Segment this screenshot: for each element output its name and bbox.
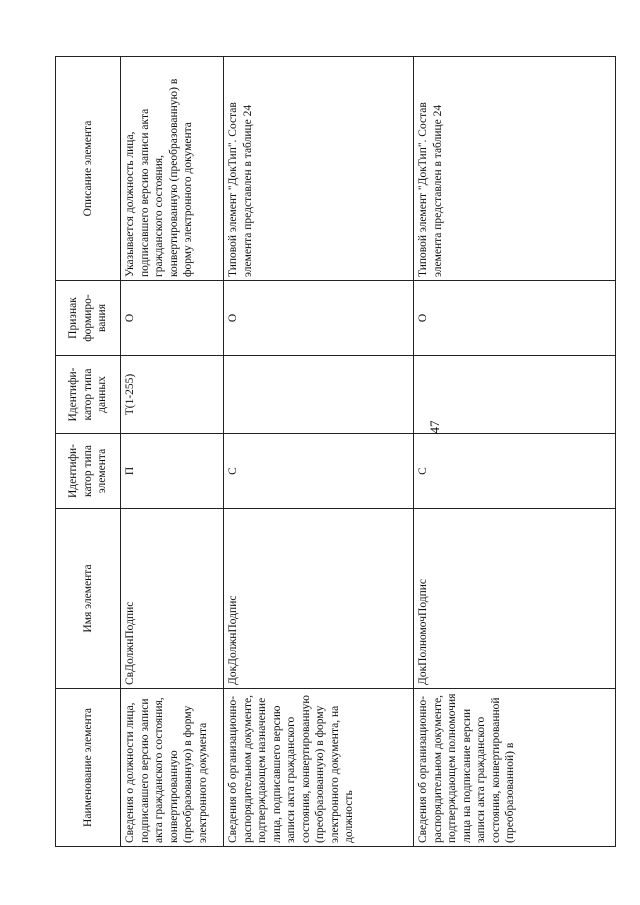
header-element-name: Наименование элемента (56, 689, 121, 847)
cell-name: Сведения об организационно-распорядительном документе, подтверждающем полномочия лица на подписание версии записи акта гражданского состояния, конвертированной (преобразованной) в (414, 689, 616, 847)
table-header-row (56, 57, 121, 847)
table-row (224, 57, 414, 847)
table-row (414, 57, 616, 847)
cell-formation-flag: О (414, 281, 616, 356)
page-number: 47 (427, 420, 442, 434)
cell-name: Сведения о должности лица, подписавшего версию записи акта гражданского состояния, конвертированную (преобразованную) в форму электронного документа (121, 689, 224, 847)
cell-element-type: С (414, 434, 616, 509)
cell-formation-flag: О (224, 281, 414, 356)
table-row (121, 57, 224, 847)
header-formation-flag: Признак формиро-вания (56, 281, 121, 356)
cell-name: Сведения об организационно-распорядительном документе, подтверждающем назначение лица, подписавшего версию записи акта гражданского состояния, конвертированную (преобразованную) в форму электронного документа, на должность (224, 689, 414, 847)
cell-description: Типовой элемент "ДокТип". Состав элемента представлен в таблице 24 (224, 57, 414, 281)
rotated-table-wrapper (55, 57, 615, 847)
cell-id: СвДолжнПодпис (121, 509, 224, 689)
cell-data-type (414, 356, 616, 434)
cell-description: Типовой элемент "ДокТип". Состав элемента представлен в таблице 24 (414, 57, 616, 281)
cell-id: ДокДолжнПодпис (224, 509, 414, 689)
elements-table (55, 56, 616, 847)
cell-formation-flag: О (121, 281, 224, 356)
cell-data-type (224, 356, 414, 434)
header-element-id: Имя элемента (56, 509, 121, 689)
cell-element-type: С (224, 434, 414, 509)
cell-description: Указывается должность лица, подписавшего версию записи акта гражданского состояния, конвертированную (преобразованную) в форму электронного документа (121, 57, 224, 281)
header-description: Описание элемента (56, 57, 121, 281)
cell-element-type: П (121, 434, 224, 509)
header-data-type: Идентифи-катор типа данных (56, 356, 121, 434)
cell-id: ДокПолномочПодпис (414, 509, 616, 689)
header-element-type: Идентифи-катор типа элемента (56, 434, 121, 509)
cell-data-type: T(1-255) (121, 356, 224, 434)
